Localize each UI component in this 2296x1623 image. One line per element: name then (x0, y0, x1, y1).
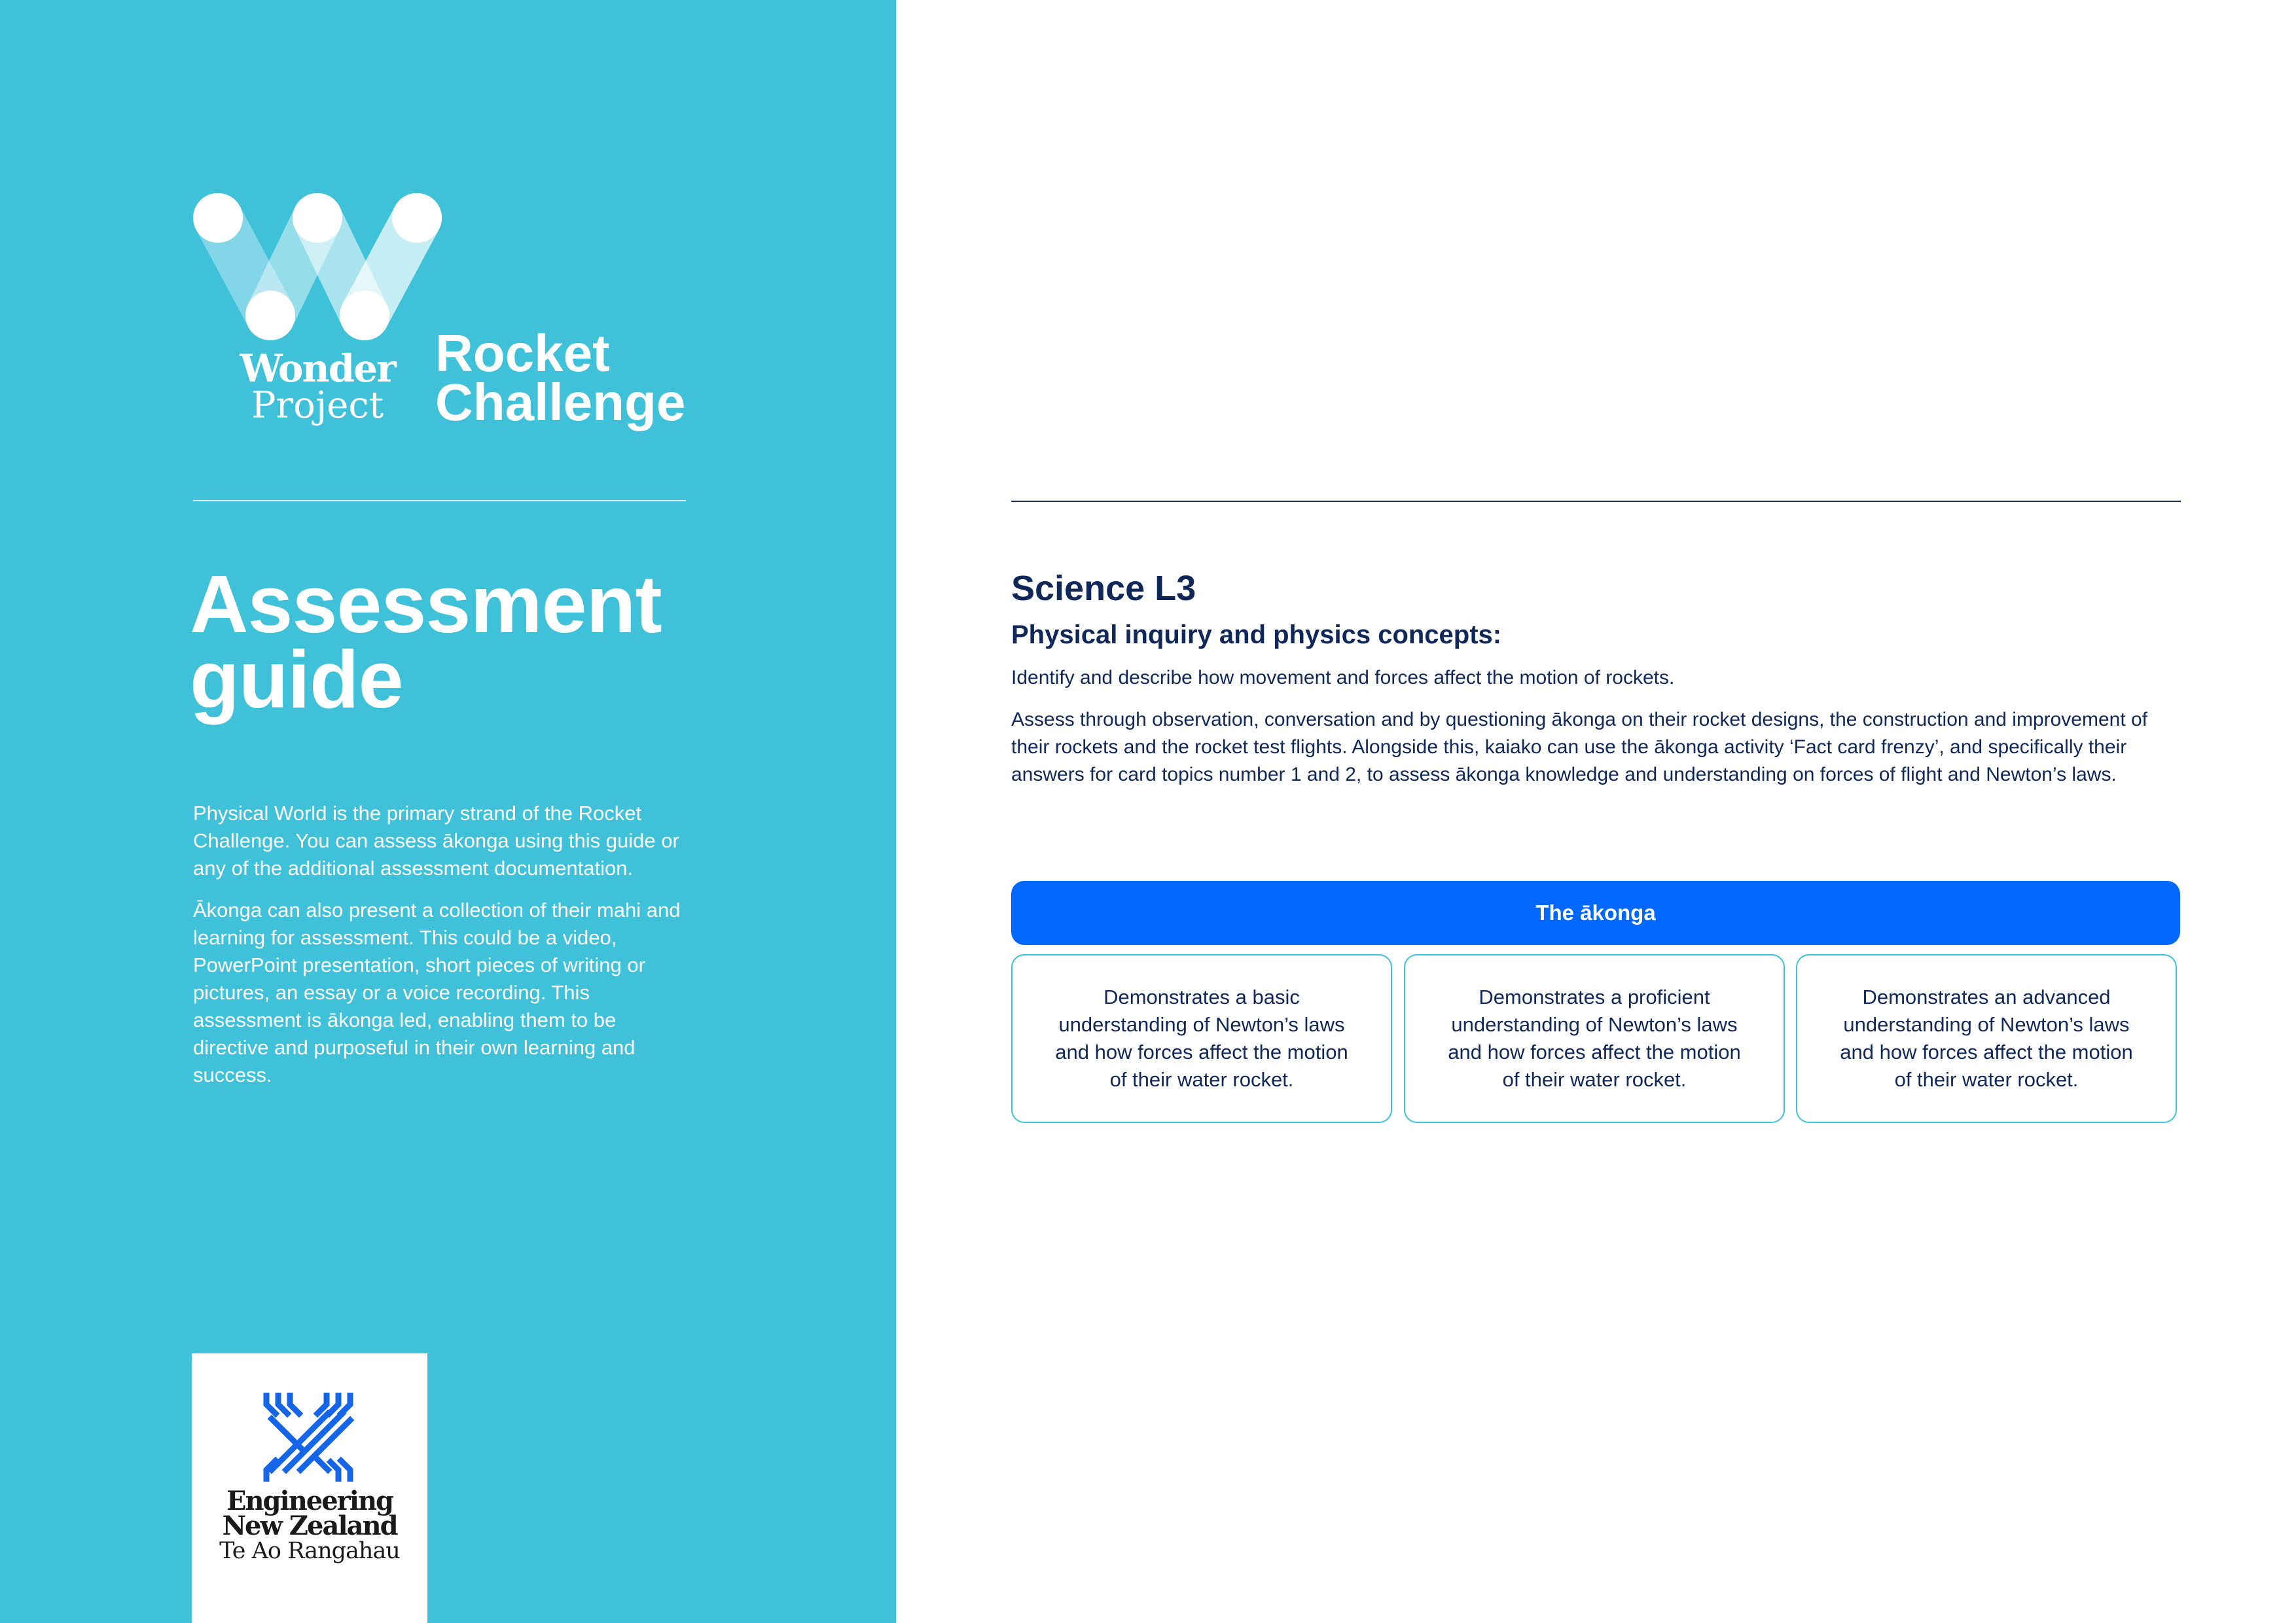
level-card-proficient (1404, 954, 1785, 1123)
table-header: The ākonga (1011, 881, 2180, 945)
partner-name-line2: New Zealand (222, 1510, 397, 1541)
level-card-basic (1011, 954, 1392, 1123)
brand-project: Project (251, 384, 384, 427)
brand-wonder: Wonder (240, 346, 395, 391)
divider (1011, 501, 2181, 502)
partner-name-line1: Engineering (226, 1486, 393, 1516)
wonder-project-logo-icon (193, 193, 442, 340)
intro-paragraph: Physical World is the primary strand of the Rocket Challenge. You can assess ākonga using this guide or any of the additional assessment documentation. (193, 802, 679, 880)
left-panel (0, 0, 896, 1623)
program-name-line2: Challenge (435, 373, 686, 431)
partner-name-line3: Te Ao Rangahau (219, 1538, 400, 1564)
level-card-text: Demonstrates a basic understanding of Newton’s laws and how forces affect the motion of their water rocket. (1055, 986, 1348, 1091)
body-paragraph: Assess through observation, conversation and by questioning ākonga on their rocket designs, the construction and improvement of their rockets and the rocket test flights. Alongside this, kaiako can use the ākonga activity ‘Fact card frenzy’, and specifically their answers for card topics number 1 and 2, to assess ākonga knowledge and understanding on forces of flight and Newton’s laws. (1011, 709, 2148, 785)
page-title-line2: guide (190, 635, 403, 725)
engineering-nz-logo (192, 1353, 427, 1623)
engineering-nz-icon (262, 1393, 354, 1482)
section-subheading: Physical inquiry and physics concepts: (1011, 620, 1502, 649)
intro-text (193, 800, 691, 1103)
section-heading: Science L3 (1011, 569, 1196, 608)
divider (193, 500, 686, 501)
level-card-text: Demonstrates a proficient understanding of Newton’s laws and how forces affect the motion of their water rocket. (1448, 986, 1741, 1091)
level-card-text: Demonstrates an advanced understanding of Newton’s laws and how forces affect the motion of their water rocket. (1840, 986, 2133, 1091)
body-paragraph: Identify and describe how movement and forces affect the motion of rockets. (1011, 667, 1675, 688)
level-card-advanced (1796, 954, 2177, 1123)
program-name-line1: Rocket (435, 324, 610, 382)
page-title-line1: Assessment (190, 560, 662, 650)
section-body (1011, 664, 2189, 803)
intro-paragraph: Ākonga can also present a collection of their mahi and learning for assessment. This could be a video, PowerPoint presentation, short pieces of writing or pictures, an essay or a voice recording. This assessment is ākonga led, enabling them to be directive and purposeful in their own learning and success. (193, 899, 681, 1086)
